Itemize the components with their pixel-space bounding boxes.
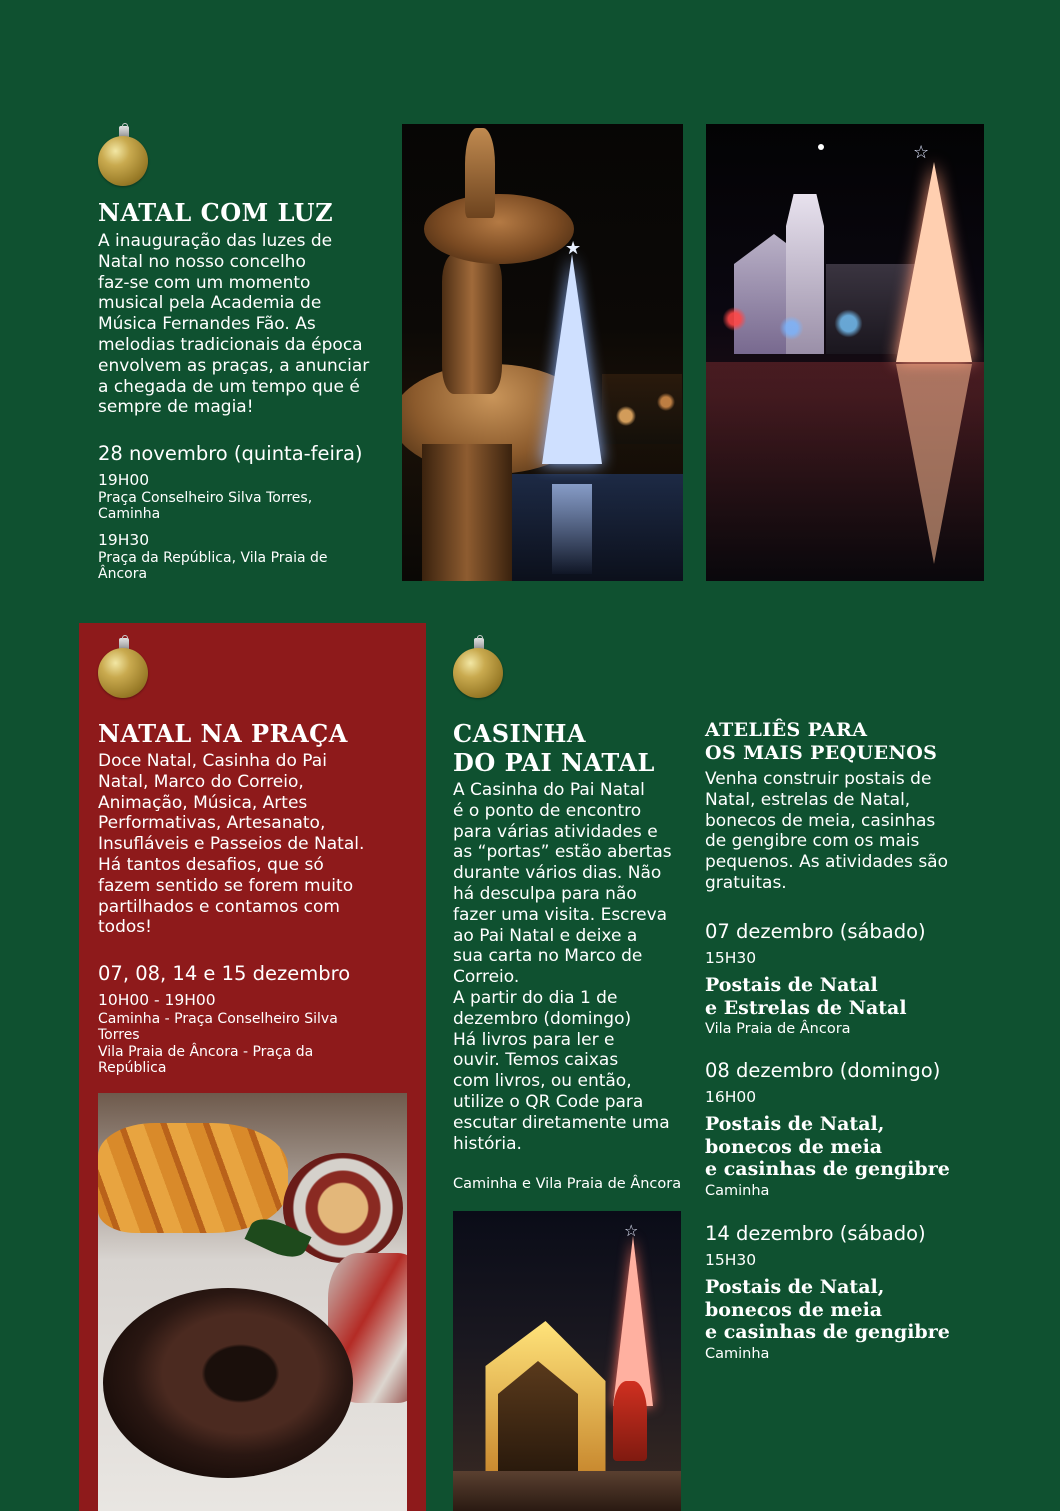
natal-na-praca-time: 10H00 - 19H00 bbox=[98, 991, 216, 1009]
christmas-ornament-icon bbox=[98, 126, 150, 190]
natal-com-luz-event-2 bbox=[98, 531, 388, 582]
event-activity: Postais de Natal, bonecos de meia e casinhas de gengibre bbox=[705, 1113, 950, 1180]
natal-com-luz-event-1 bbox=[98, 471, 388, 522]
event-time: 15H30 bbox=[705, 1251, 757, 1269]
event-date: 14 dezembro (sábado) bbox=[705, 1222, 926, 1245]
natal-com-luz-title: NATAL COM LUZ bbox=[98, 198, 334, 227]
natal-na-praca-description: Doce Natal, Casinha do Pai Natal, Marco do Correio, Animação, Música, Artes Performativas, Artesanato, Insufláveis e Passeios de Natal. Há tantos desafios, que só fazem sentido se forem muito partilhados e contamos com todos! bbox=[98, 751, 365, 938]
church-christmas-tree-photo: ☆ bbox=[706, 124, 984, 581]
event-activity: Postais de Natal e Estrelas de Natal bbox=[705, 974, 907, 1019]
natal-na-praca-date: 07, 08, 14 e 15 dezembro bbox=[98, 962, 351, 985]
natal-na-praca-title: NATAL NA PRAÇA bbox=[98, 719, 348, 748]
natal-na-praca-places: Caminha - Praça Conselheiro Silva Torres Vila Praia de Âncora - Praça da República bbox=[98, 1011, 338, 1076]
atelie-event-3 bbox=[705, 1222, 995, 1362]
event-place: Vila Praia de Âncora bbox=[705, 1021, 851, 1037]
natal-com-luz-date: 28 novembro (quinta-feira) bbox=[98, 442, 363, 465]
event-time: 19H30 bbox=[98, 531, 150, 549]
event-activity: Postais de Natal, bonecos de meia e casinhas de gengibre bbox=[705, 1276, 950, 1343]
atelies-title: ATELIÊS PARA OS MAIS PEQUENOS bbox=[705, 719, 938, 764]
fountain-christmas-tree-photo: ★ bbox=[402, 124, 683, 581]
event-place: Praça da República, Vila Praia de Âncora bbox=[98, 550, 328, 582]
event-date: 08 dezembro (domingo) bbox=[705, 1059, 941, 1082]
event-time: 15H30 bbox=[705, 949, 757, 967]
event-place: Caminha bbox=[705, 1182, 770, 1199]
casinha-pai-natal-photo: ☆ bbox=[453, 1211, 681, 1511]
casinha-pai-natal-place: Caminha e Vila Praia de Âncora bbox=[453, 1176, 682, 1192]
christmas-ornament-icon bbox=[98, 638, 150, 702]
event-time: 19H00 bbox=[98, 471, 150, 489]
event-place: Caminha bbox=[705, 1345, 770, 1362]
atelie-event-2 bbox=[705, 1059, 995, 1199]
casinha-pai-natal-description: A Casinha do Pai Natal é o ponto de encontro para várias atividades e as “portas” estão abertas durante vários dias. Não há desculpa para não fazer uma visita. Escreva ao Pai Natal e deixe a sua carta no Marco de Correio. A partir do dia 1 de dezembro (domingo) Há livros para ler e ouvir. Temos caixas com livros, ou então, utilize o QR Code para escutar diretamente uma história. bbox=[453, 780, 672, 1154]
event-place: Praça Conselheiro Silva Torres, Caminha bbox=[98, 490, 313, 522]
christmas-ornament-icon bbox=[453, 638, 505, 702]
event-time: 16H00 bbox=[705, 1088, 757, 1106]
natal-com-luz-description: A inauguração das luzes de Natal no nosso concelho faz-se com um momento musical pela Academia de Música Fernandes Fão. As melodias tradicionais da época envolvem as praças, a anunciar a chegada de um tempo que é sempre de magia! bbox=[98, 231, 370, 418]
atelie-event-1 bbox=[705, 920, 995, 1038]
christmas-cakes-photo bbox=[98, 1093, 407, 1511]
casinha-pai-natal-title: CASINHA DO PAI NATAL bbox=[453, 719, 655, 777]
event-date: 07 dezembro (sábado) bbox=[705, 920, 926, 943]
atelies-description: Venha construir postais de Natal, estrelas de Natal, bonecos de meia, casinhas de gengibre com os mais pequenos. As atividades são gratuitas. bbox=[705, 769, 948, 893]
